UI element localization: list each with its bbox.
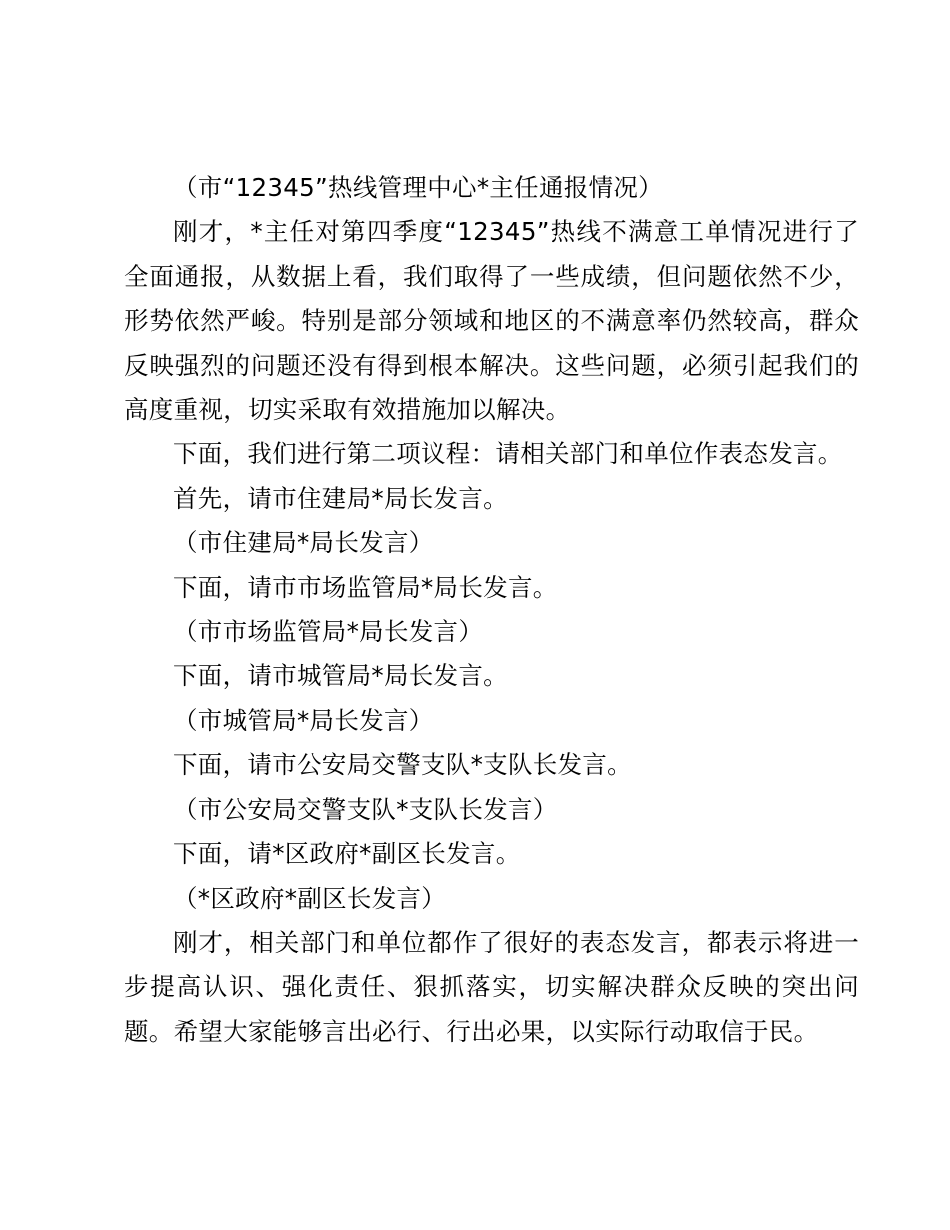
paragraph-housing-bureau-speech: （市住建局*局长发言） (173, 528, 434, 558)
paragraph-district-government-speech: （*区政府*副区长发言） (173, 883, 447, 913)
paragraph-summary: 刚才，*主任对第四季度“12345”热线不满意工单情况进行了全面通报，从数据上看，我们取得了一些成绩，但问题依然不少，形势依然严峻。特别是部分领域和地区的不满意率仍然较高，群众反映强烈的问题还没有得到根本解决。这些问题，必须引起我们的高度重视，切实采取有效措施加以解决。 (124, 217, 859, 425)
paragraph-invite-market-bureau: 下面，请市市场监管局*局长发言。 (173, 572, 558, 602)
document-body (124, 166, 859, 1054)
paragraph-invite-housing-bureau: 首先，请市住建局*局长发言。 (173, 483, 508, 513)
paragraph-invite-urban-management: 下面，请市城管局*局长发言。 (173, 661, 508, 691)
paragraph-urban-management-speech: （市城管局*局长发言） (173, 705, 434, 735)
paragraph-briefing-note: （市“12345”热线管理中心*主任通报情况） (173, 173, 663, 202)
paragraph-invite-district-government: 下面，请*区政府*副区长发言。 (173, 839, 521, 869)
paragraph-market-bureau-speech: （市市场监管局*局长发言） (173, 617, 484, 647)
paragraph-invite-traffic-police: 下面，请市公安局交警支队*支队长发言。 (173, 750, 632, 780)
paragraph-traffic-police-speech: （市公安局交警支队*支队长发言） (173, 794, 558, 824)
paragraph-agenda-item-two: 下面，我们进行第二项议程：请相关部门和单位作表态发言。 (173, 439, 843, 469)
paragraph-closing-remarks: 刚才，相关部门和单位都作了很好的表态发言，都表示将进一步提高认识、强化责任、狠抓落实，切实解决群众反映的突出问题。希望大家能够言出必行、行出必果，以实际行动取信于民。 (124, 927, 859, 1046)
